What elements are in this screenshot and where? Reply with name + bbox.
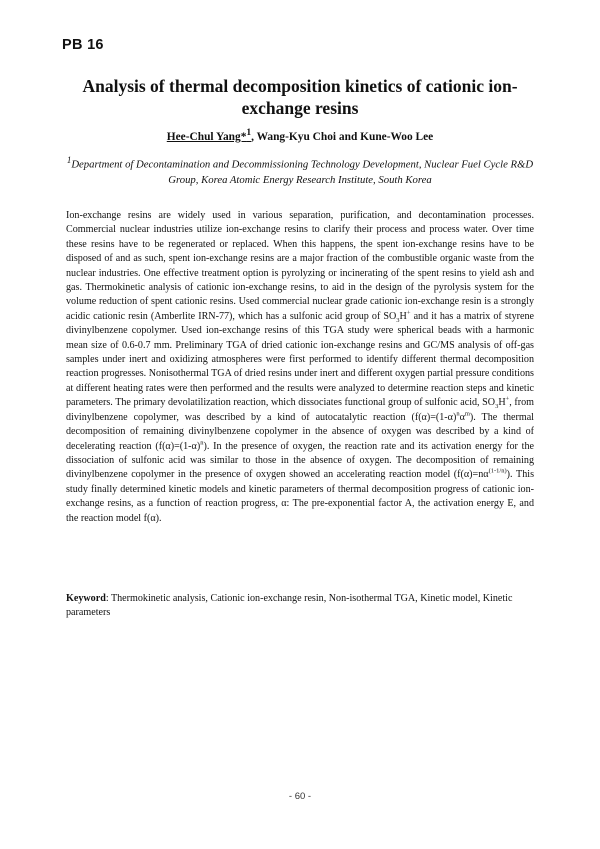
abstract-body: [66, 209, 534, 526]
superscript-plus: +: [505, 395, 510, 403]
keyword-label: Keyword: [66, 593, 106, 604]
subscript-3: 3: [396, 316, 400, 324]
abstract-text-part: Ion-exchange resins are widely used in various separation, purification, and decontamination processes. Commercial nuclear industries utilize ion-exchange resins to clarify their process and process water. Over time these resins have to be regenerated or replaced. When this happens, the spent ion-exchange resins have to be disposed of and as such, spent ion-exchange resins are a major fraction of the combustible organic waste from the nuclear industries. One effective treatment option is pyrolyzing or incinerating of the spent resins to yield ash and gas. Thermokinetic analysis of cationic ion-exchange resins, to aid in the design of the pyrolysis system for the volume reduction of spent cationic resins. Used commercial nuclear grade cationic ion-exchange resin is a strongly acidic cationic resin (Amberlite IRN-77), which has a sulfonic acid group of SO: [66, 210, 534, 322]
paper-title: Analysis of thermal decomposition kinetics of cationic ion-exchange resins: [82, 76, 518, 118]
affiliation-mark: 1: [66, 155, 72, 165]
hydrogen-symbol: H: [399, 310, 407, 322]
presenting-author: [166, 128, 252, 143]
author-line: [60, 128, 540, 143]
abstract-text-part: ). This study finally determined kinetic models and kinetic parameters of thermal decomposition progress of cationic ion-exchange resins, as a function of reaction progress, α: The pre-exponential factor A, the activation energy E, and the reaction model f(α).: [66, 469, 534, 524]
keywords: [66, 592, 534, 621]
exponent-accelerating: (1-1/n): [488, 467, 507, 475]
exponent-n: n: [200, 439, 204, 447]
co-authors: , Wang-Kyu Choi and Kune-Woo Lee: [251, 130, 434, 143]
exponent-n: n: [456, 410, 460, 418]
affiliation-text: Department of Decontamination and Decommissioning Technology Development, Nuclear Fuel Cycle R&D Group, Korea Atomic Energy Research Institute, South Korea: [71, 158, 534, 186]
hydrogen-symbol: H: [498, 397, 506, 409]
abstract-text-part: , from divinylbenzene copolymer, was described by a kind of autocatalytic reaction (f(α)=(1-α): [66, 397, 535, 423]
abstract-text-part: ). In the presence of oxygen, the reaction rate and its activation energy for the dissociation of sulfonic acid was similar to those in the absence of oxygen. The decomposition of remaining divinylbenzene copolymer in the presence of oxygen showed an accelerating reaction model (f(α)=nα: [66, 440, 534, 481]
subscript-3: 3: [495, 403, 499, 411]
superscript-plus: +: [406, 309, 411, 317]
alpha-symbol: α: [459, 411, 465, 423]
affiliation: [62, 153, 538, 188]
page-number: - 60 -: [288, 791, 312, 802]
session-code: PB 16: [62, 37, 104, 53]
keyword-list: : Thermokinetic analysis, Cationic ion-exchange resin, Non-isothermal TGA, Kinetic model, Kinetic parameters: [66, 593, 513, 619]
abstract-text-part: ). The thermal decomposition of remaining divinylbenzene copolymer in the absence of oxygen was described by a kind of decelerating reaction (f(α)=(1-α): [66, 411, 534, 452]
exponent-m: m: [464, 410, 470, 418]
abstract-text-part: and it has a matrix of styrene divinylbenzene copolymer. Used ion-exchange resins of this TGA study were spherical beads with a harmonic mean size of 0.6-0.7 mm. Preliminary TGA of dried cationic ion-exchange resins and GC/MS analysis of off-gas samples under inert and oxidizing atmospheres were first performed to identify different thermal decomposition reaction progresses. Nonisothermal TGA of dried resins under inert and different oxygen partial pressure conditions at different heating rates were then performed and the results were analyzed to determine reaction steps and kinetic parameters. The primary devolatilization reaction, which dissociates functional group of sulfonic acid, SO: [66, 310, 534, 409]
presenting-author-affil-mark: 1: [246, 128, 252, 138]
presenting-author-name: Hee-Chul Yang*: [166, 130, 247, 143]
